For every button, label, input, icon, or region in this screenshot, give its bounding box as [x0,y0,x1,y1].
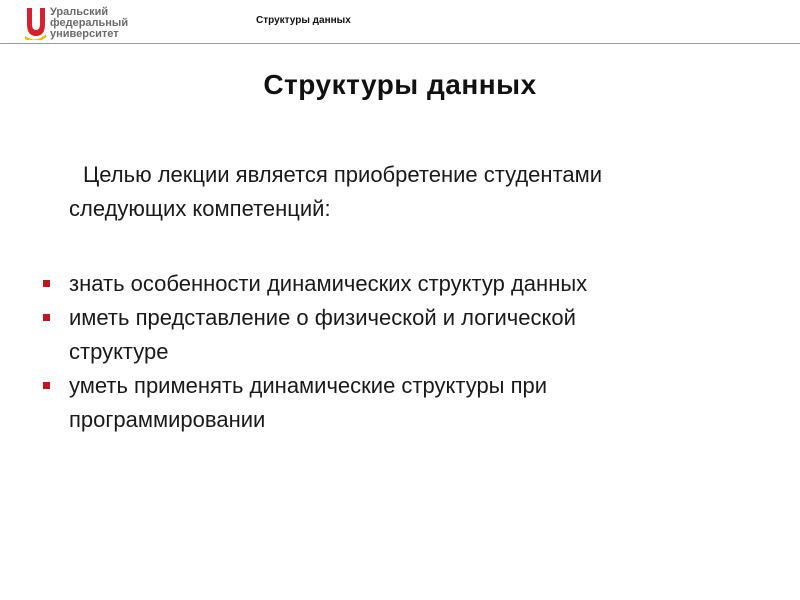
list-item-line-1: знать особенности динамических структур данных [69,271,588,296]
list-item-line-1: иметь представление о физической и логической [69,305,576,330]
logo-line-3: университет [50,28,119,40]
logo-text [50,6,128,40]
intro-line-1-text: Целью лекции является приобретение студентами [83,162,603,187]
competency-list [43,267,743,437]
header-title-text: Структуры данных [256,15,351,26]
list-item [43,369,743,437]
university-logo [24,6,128,40]
header-divider [0,43,800,44]
logo-line-2: федеральный [50,17,129,29]
list-item [43,301,743,369]
logo-line-1: Уральский [50,6,109,18]
list-item-line-2: программировании [69,407,266,432]
bullet-square-icon [43,382,50,389]
intro-line-1 [69,158,749,192]
bullet-square-icon [43,314,50,321]
urfu-logo-icon [24,6,46,40]
slide-title [0,69,800,101]
bullet-square-icon [43,280,50,287]
list-item [43,267,743,301]
list-item-line-2: структуре [69,339,169,364]
slide-title-text: Структуры данных [263,69,537,100]
list-item-line-1: уметь применять динамические структуры при [69,373,548,398]
intro-paragraph [69,158,749,226]
intro-line-2: следующих компетенций: [69,196,331,221]
